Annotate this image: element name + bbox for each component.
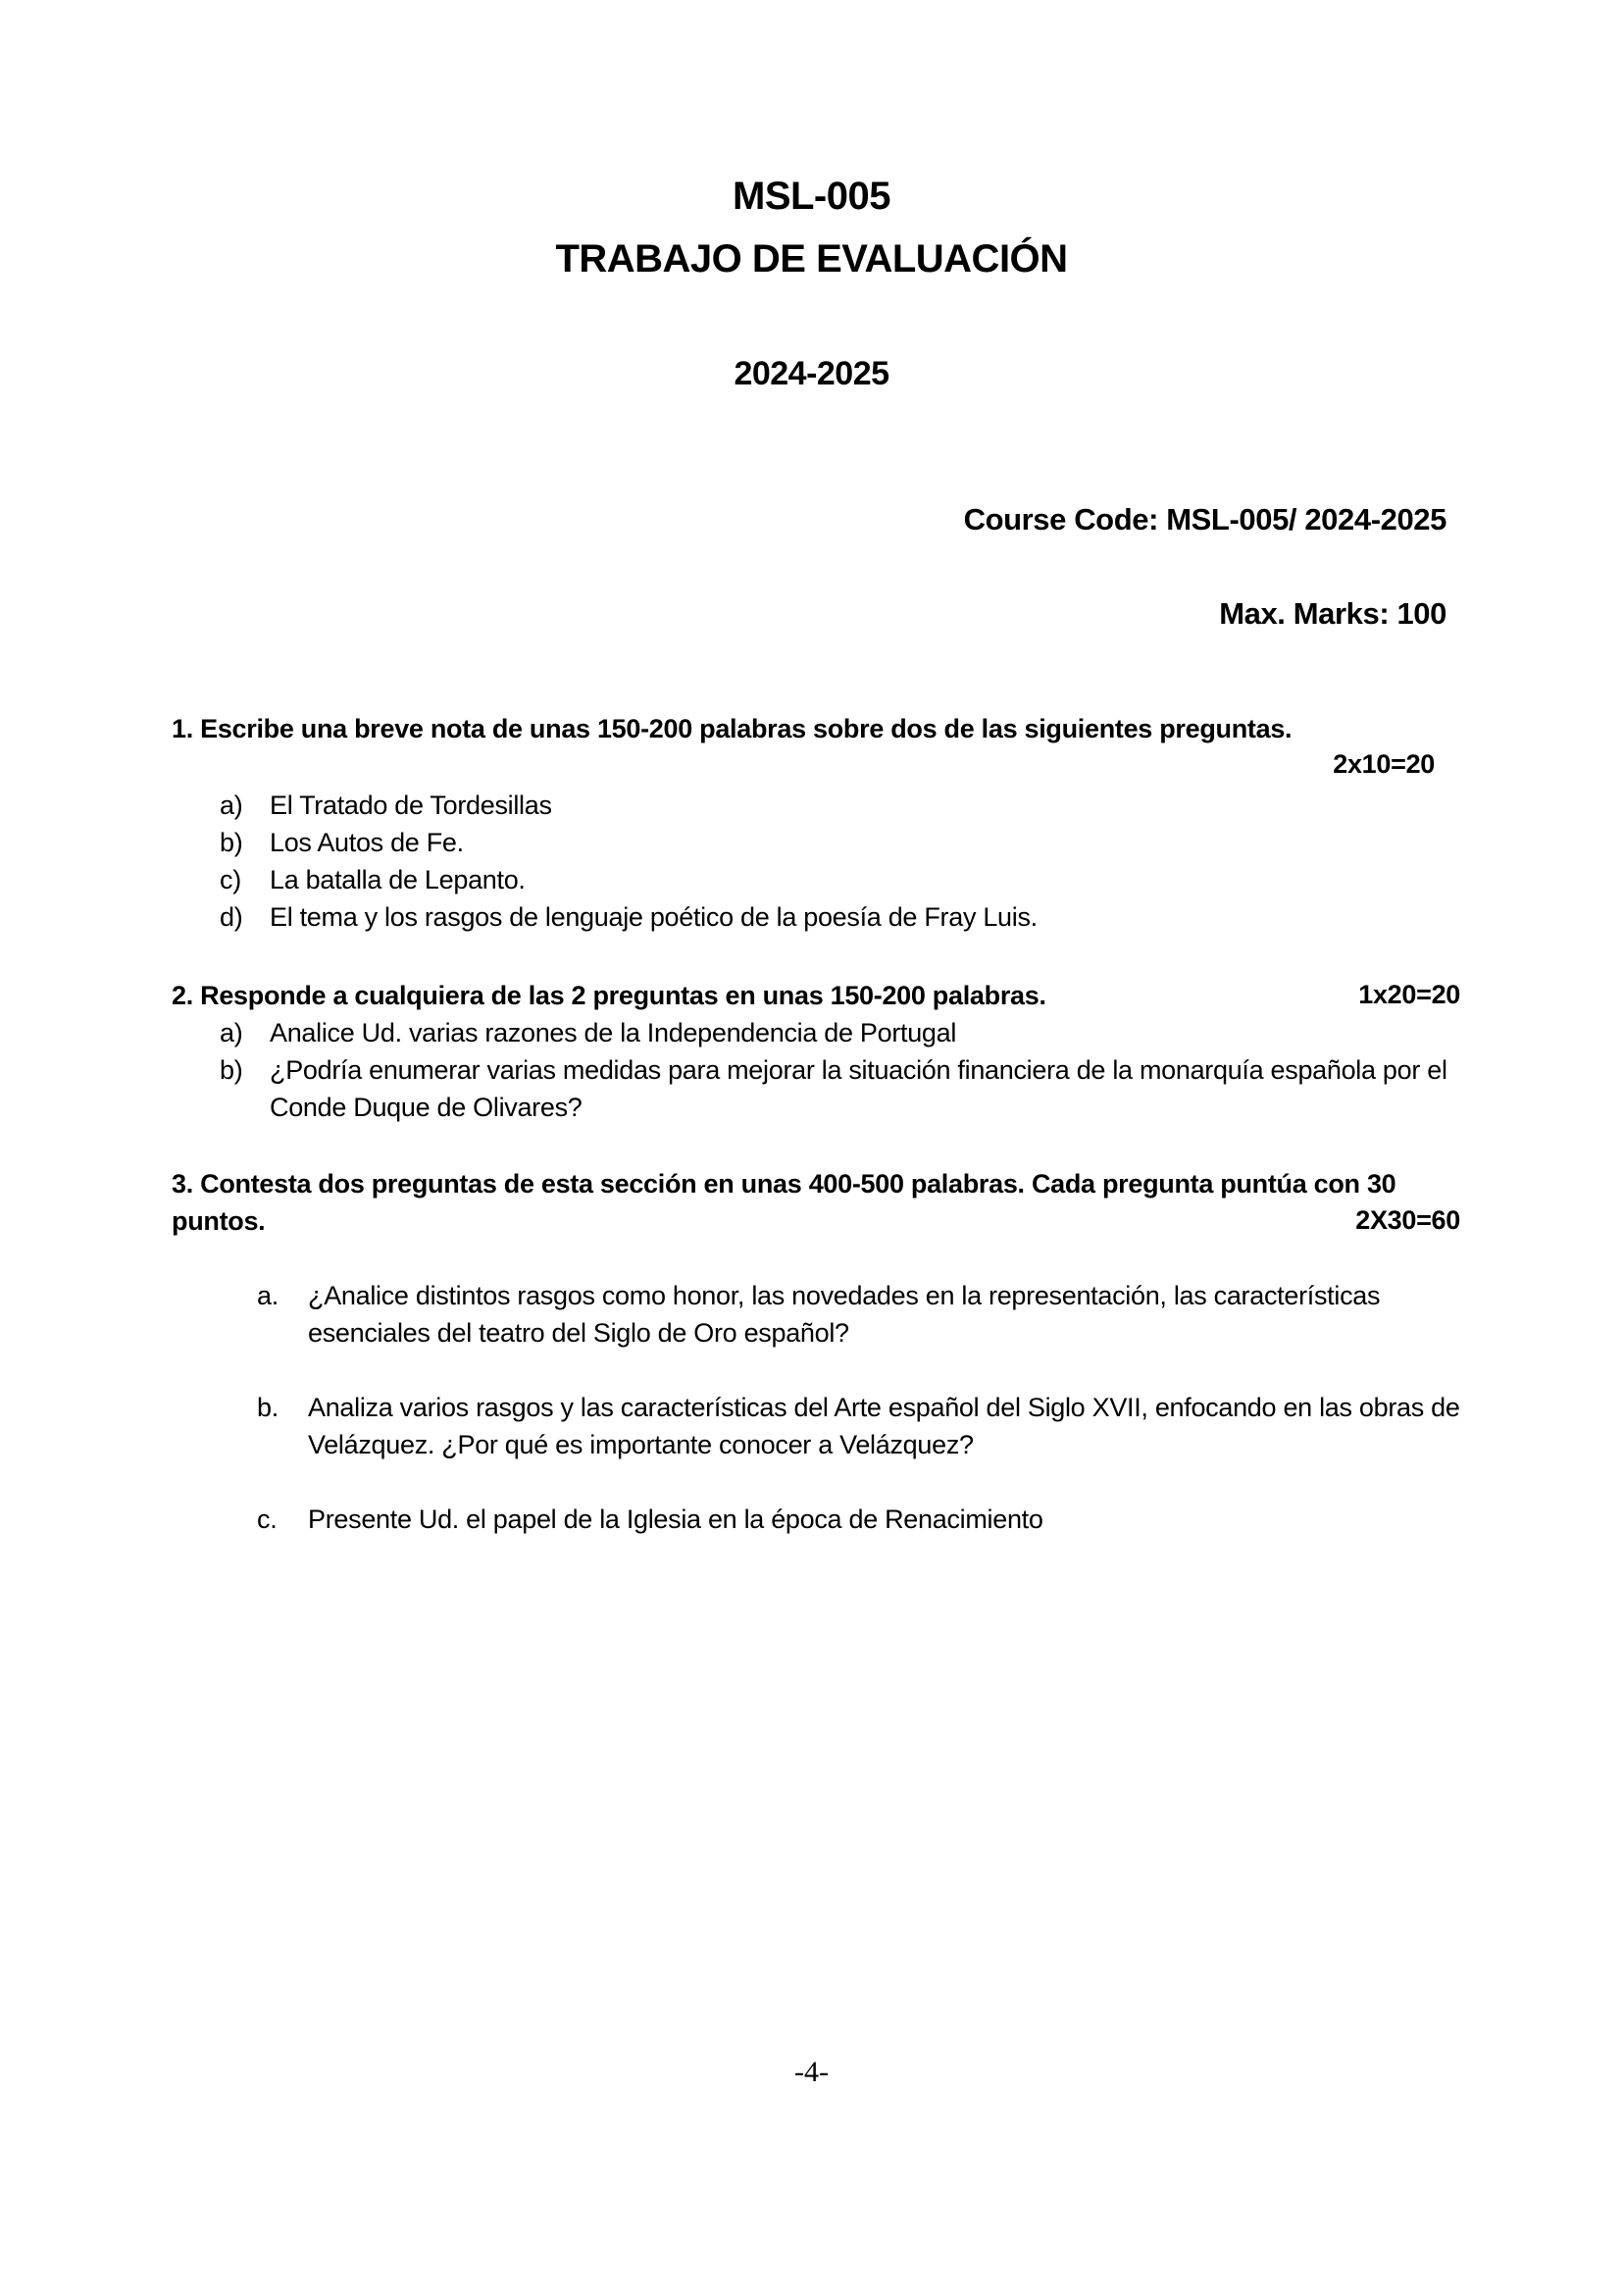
question-2-heading: 2. Responde a cualquiera de las 2 preguntas en unas 150-200 palabras. xyxy=(172,981,1046,1010)
academic-year: 2024-2025 xyxy=(734,355,889,392)
list-marker: c. xyxy=(257,1505,278,1534)
course-code-line: Course Code: MSL-005/ 2024-2025 xyxy=(963,502,1446,536)
list-item-text: Los Autos de Fe. xyxy=(270,828,464,857)
list-item-text: ¿Podría enumerar varias medidas para mejorar la situación financiera de la monarquía española por el Conde Duque de Olivares? xyxy=(270,1055,1447,1122)
list-item-text: El Tratado de Tordesillas xyxy=(270,791,552,820)
list-item-text: Analiza varios rasgos y las características del Arte español del Siglo XVII, enfocando en las obras de Velázquez. ¿Por qué es importante conocer a Velázquez? xyxy=(308,1393,1460,1459)
list-marker: b) xyxy=(220,828,243,857)
list-item-text: La batalla de Lepanto. xyxy=(270,865,526,894)
question-3-heading-continued: puntos. xyxy=(172,1206,266,1236)
course-code-title: MSL-005 xyxy=(733,175,890,218)
list-marker: a) xyxy=(220,791,243,820)
question-3-marks: 2X30=60 xyxy=(1355,1205,1460,1235)
list-marker: d) xyxy=(220,902,243,932)
question-1-marks: 2x10=20 xyxy=(1333,749,1435,779)
question-1-heading: 1. Escribe una breve nota de unas 150-200 palabras sobre dos de las siguientes preguntas. xyxy=(172,714,1293,743)
page-number: -4- xyxy=(794,2056,829,2088)
list-item-text: El tema y los rasgos de lenguaje poético de la poesía de Fray Luis. xyxy=(270,902,1038,932)
list-item-text: Presente Ud. el papel de la Iglesia en la época de Renacimiento xyxy=(308,1505,1043,1534)
list-marker: b) xyxy=(220,1055,243,1085)
list-marker: b. xyxy=(257,1393,279,1422)
list-marker: a. xyxy=(257,1281,279,1310)
document-title: TRABAJO DE EVALUACIÓN xyxy=(555,237,1068,281)
list-marker: a) xyxy=(220,1018,243,1047)
list-item-text: ¿Analice distintos rasgos como honor, las novedades en la representación, las características esenciales del teatro del Siglo de Oro español? xyxy=(308,1281,1381,1348)
max-marks-line: Max. Marks: 100 xyxy=(1219,596,1446,631)
list-marker: c) xyxy=(220,865,241,894)
list-item-text: Analice Ud. varias razones de la Independencia de Portugal xyxy=(270,1018,957,1047)
question-3-heading: 3. Contesta dos preguntas de esta sección en unas 400-500 palabras. Cada pregunta puntúa con 30 xyxy=(172,1169,1396,1199)
question-2-marks: 1x20=20 xyxy=(1358,980,1460,1009)
